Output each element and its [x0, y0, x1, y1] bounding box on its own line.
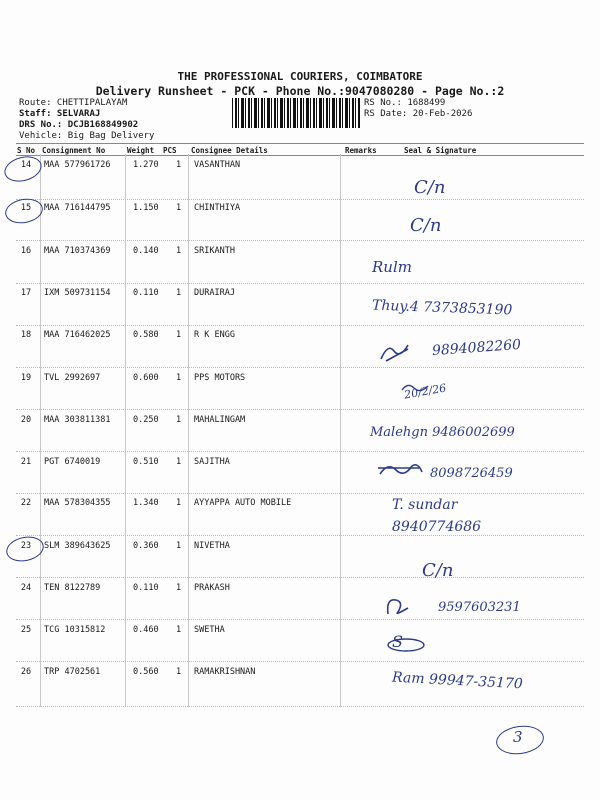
row-consignment: TRP 4702561: [44, 667, 101, 677]
signature-row-15: C/n: [410, 215, 442, 236]
row-weight: 0.360: [133, 541, 159, 551]
signature-row-14: C/n: [414, 177, 446, 198]
col-pcs: PCS: [163, 146, 177, 155]
row-rule: [16, 367, 584, 368]
row-consignee: SRIKANTH: [194, 246, 235, 256]
scribble-mark: [378, 339, 412, 365]
row-weight: 0.600: [133, 373, 159, 383]
row-pcs: 1: [176, 457, 182, 467]
row-sno: 24: [20, 583, 32, 593]
row-consignment: MAA 303811381: [44, 415, 111, 425]
row-sno: 19: [20, 373, 32, 383]
rs-no-line: RS No.: 1688499: [364, 98, 446, 108]
row-weight: 0.140: [133, 246, 159, 256]
row-rule: [16, 706, 584, 707]
row-weight: 0.510: [133, 457, 159, 467]
row-pcs: 1: [176, 330, 182, 340]
col-consignee: Consignee Details: [191, 146, 268, 155]
row-weight: 0.250: [133, 415, 159, 425]
col-weight: Weight: [127, 146, 155, 155]
staff-line: Staff: SELVARAJ: [19, 109, 101, 119]
row-pcs: 1: [176, 498, 182, 508]
rs-info: [364, 98, 472, 120]
row-consignee: MAHALINGAM: [194, 415, 246, 425]
page-mark: 3: [513, 728, 523, 746]
row-consignment: TVL 2992697: [44, 373, 101, 383]
row-pcs: 1: [176, 160, 182, 170]
signature-row-21: 8098726459: [430, 466, 513, 481]
scribble-mark: [384, 636, 432, 654]
row-consignee: DURAIRAJ: [194, 288, 235, 298]
row-rule: [16, 240, 584, 241]
barcode: [232, 98, 360, 128]
row-pcs: 1: [176, 541, 182, 551]
route-line: Route: CHETTIPALAYAM: [19, 98, 128, 108]
row-weight: 0.110: [133, 288, 159, 298]
row-sno: 15: [20, 203, 32, 213]
signature-row-23: C/n: [422, 560, 454, 581]
row-rule: [16, 325, 584, 326]
signature-row-24: 9597603231: [438, 600, 521, 615]
row-consignee: PPS MOTORS: [194, 373, 246, 383]
row-consignment: MAA 577961726: [44, 160, 111, 170]
row-consignee: NIVETHA: [194, 541, 230, 551]
row-pcs: 1: [176, 246, 182, 256]
row-consignment: MAA 710374369: [44, 246, 111, 256]
row-consignment: MAA 716144795: [44, 203, 111, 213]
row-sno: 26: [20, 667, 32, 677]
row-sno: 16: [20, 246, 32, 256]
row-sno: 25: [20, 625, 32, 635]
row-rule: [16, 451, 584, 452]
row-consignee: AYYAPPA AUTO MOBILE: [194, 498, 292, 508]
row-rule: [16, 283, 584, 284]
scribble-mark: [376, 460, 424, 482]
row-pcs: 1: [176, 583, 182, 593]
row-consignee: CHINTHIYA: [194, 203, 241, 213]
scribble-mark: [382, 594, 412, 618]
row-rule: [16, 409, 584, 410]
signature-row-17: Thuy.4 7373853190: [371, 297, 513, 319]
row-consignee: PRAKASH: [194, 583, 230, 593]
signature-row-20: Malehgn 9486002699: [370, 425, 515, 440]
row-consignee: SAJITHA: [194, 457, 230, 467]
vehicle-line: Vehicle: Big Bag Delivery: [19, 131, 155, 141]
signature-row-25: S: [392, 632, 403, 651]
table-header-rule: [16, 155, 584, 156]
row-consignment: TCG 10315812: [44, 625, 106, 635]
rs-date-line: RS Date: 20-Feb-2026: [364, 109, 473, 119]
row-rule: [16, 619, 584, 620]
row-sno: 23: [20, 541, 32, 551]
route-info: [19, 98, 154, 142]
row-consignee: RAMAKRISHNAN: [194, 667, 256, 677]
row-weight: 0.560: [133, 667, 159, 677]
row-sno: 20: [20, 415, 32, 425]
signature-row-26: Ram 99947-35170: [391, 669, 524, 693]
row-consignee: VASANTHAN: [194, 160, 241, 170]
table-row: [0, 160, 600, 202]
row-weight: 1.340: [133, 498, 159, 508]
row-rule: [16, 199, 584, 200]
row-weight: 1.270: [133, 160, 159, 170]
col-sno: S No: [17, 146, 36, 155]
row-weight: 0.460: [133, 625, 159, 635]
row-sno: 14: [20, 160, 32, 170]
row-weight: 1.150: [133, 203, 159, 213]
row-pcs: 1: [176, 625, 182, 635]
signature-row-22: T. sundar 8940774686: [392, 497, 482, 535]
row-pcs: 1: [176, 415, 182, 425]
row-sno: 21: [20, 457, 32, 467]
row-consignment: SLM 389643625: [44, 541, 111, 551]
col-seal: Seal & Signature: [404, 146, 477, 155]
col-remarks: Remarks: [345, 146, 377, 155]
row-sno: 22: [20, 498, 32, 508]
signature-row-19: 20/2/26: [403, 381, 448, 402]
row-pcs: 1: [176, 288, 182, 298]
row-pcs: 1: [176, 373, 182, 383]
row-consignee: R K ENGG: [194, 330, 235, 340]
row-rule: [16, 577, 584, 578]
row-consignee: SWETHA: [194, 625, 225, 635]
col-consignment: Consignment No: [42, 146, 106, 155]
row-consignment: TEN 8122789: [44, 583, 101, 593]
signature-row-16: Rulm: [372, 258, 412, 276]
company-title: THE PROFESSIONAL COURIERS, COIMBATORE: [177, 70, 423, 83]
row-sno: 17: [20, 288, 32, 298]
table-top-rule: [16, 143, 584, 144]
table-row: [0, 203, 600, 245]
row-sno: 18: [20, 330, 32, 340]
table-row: [0, 246, 600, 288]
row-pcs: 1: [176, 203, 182, 213]
row-consignment: IXM 509731154: [44, 288, 111, 298]
row-consignment: MAA 578304355: [44, 498, 111, 508]
row-pcs: 1: [176, 667, 182, 677]
row-weight: 0.110: [133, 583, 159, 593]
row-consignment: MAA 716462025: [44, 330, 111, 340]
drs-line: DRS No.: DCJB168849902: [19, 120, 139, 130]
signature-row-18: 9894082260: [431, 336, 522, 360]
row-rule: [16, 661, 584, 662]
row-weight: 0.580: [133, 330, 159, 340]
runsheet-title: Delivery Runsheet - PCK - Phone No.:9047080280 - Page No.:2: [95, 84, 505, 98]
row-consignment: PGT 6740019: [44, 457, 101, 467]
